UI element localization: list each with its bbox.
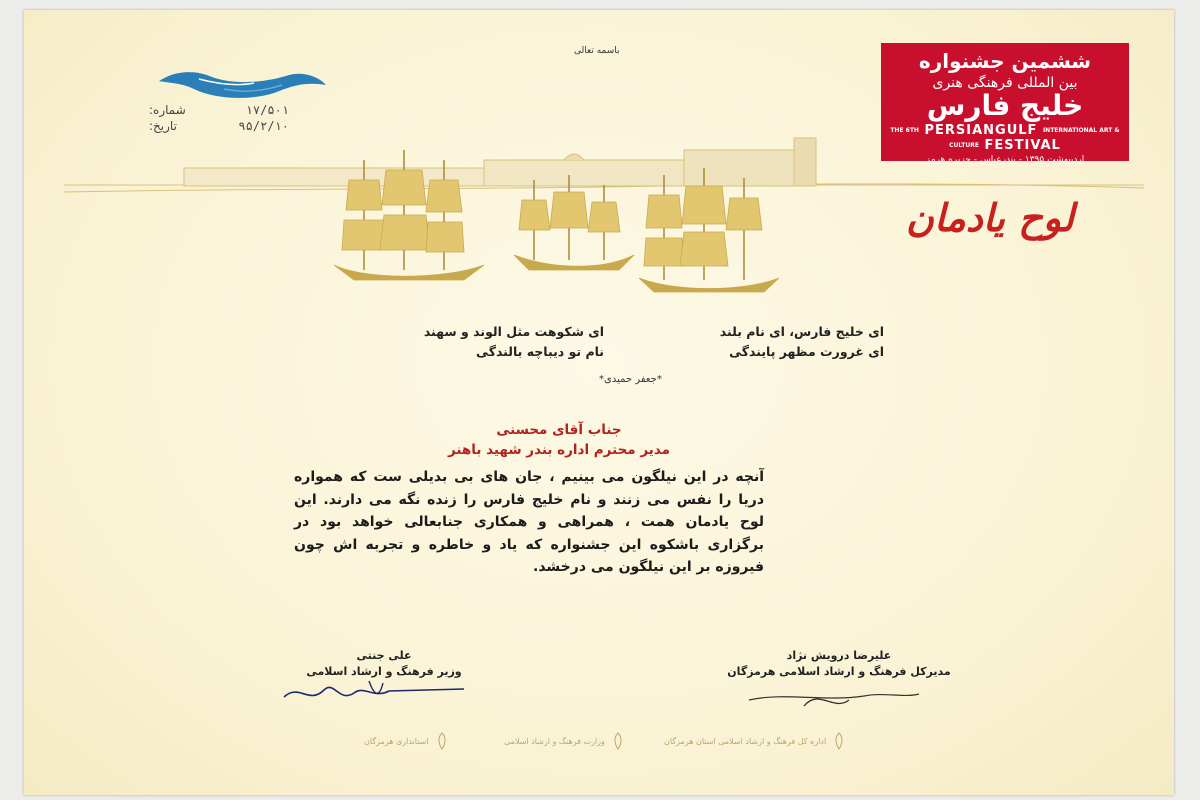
footer-text-1: استانداری هرمزگان [364, 736, 429, 746]
recipient-name: جناب آقای محسنی [496, 422, 622, 438]
footer-logo-3 [664, 732, 846, 750]
festival-en-right: FESTIVAL [984, 138, 1061, 153]
signature-right-name: علیرضا درویش نژاد [786, 649, 892, 662]
footer-logo-2 [504, 732, 625, 750]
poem-line-l1: ای شکوهت مثل الوند و سهند [423, 324, 604, 339]
poem-line-r1: ای خلیج فارس، ای نام بلند [719, 324, 884, 339]
emblem-icon [435, 732, 449, 750]
signature-left-title: وزیر فرهنگ و ارشاد اسلامی [306, 665, 462, 678]
dove-logo-icon [154, 65, 329, 105]
festival-line2: بین المللی فرهنگی هنری [932, 75, 1078, 91]
festival-line1: ششمین جشنواره [918, 49, 1092, 73]
poem-left-column [374, 322, 604, 362]
festival-en-small: INTERNATIONAL ART & CULTURE [949, 127, 1120, 149]
festival-en-left: PERSIANGULF [924, 123, 1038, 138]
recipient-title: مدیر محترم اداره بندر شهید باهنر [448, 442, 670, 458]
signature-left-name: علی جنتی [356, 649, 412, 662]
poem-line-r2: ای غرورت مظهر پایندگی [729, 344, 884, 359]
emblem-icon [611, 732, 625, 750]
signature-right-title: مدیرکل فرهنگ و ارشاد اسلامی هرمزگان [727, 665, 951, 678]
festival-line5: اردیبهشت ۱۳۹۵ - بندرعباس - جزیره هرمز [925, 155, 1085, 165]
footer-text-2: وزارت فرهنگ و ارشاد اسلامی [504, 736, 605, 746]
footer-logo-1 [364, 732, 449, 750]
recipient-block [394, 420, 724, 460]
festival-prefix: THE 6TH [890, 127, 919, 134]
signature-right [714, 648, 964, 680]
signature-left-scribble [279, 675, 469, 710]
poem-line-l2: نام تو دیباچه بالندگی [476, 344, 604, 359]
number-value: ۱۷/۵۰۱ [245, 103, 289, 117]
poem-right-column [644, 322, 884, 362]
footer-text-3: اداره کل فرهنگ و ارشاد اسلامی استان هرمزگان [664, 736, 827, 746]
festival-line3: خلیج فارس [926, 89, 1084, 122]
plaque-title: لوح یادمان [906, 195, 1074, 240]
certificate-page [24, 10, 1174, 795]
date-label: تاریخ: [149, 119, 177, 133]
number-label: شماره: [149, 103, 186, 117]
bismillah-text: باسمه تعالی [574, 46, 620, 56]
body-paragraph: آنچه در این نیلگون می بینیم ، جان های بی بدیلی ست که همواره دریا را نفس می زنند و نام خلیج فارس را زنده نگه می دارند. این لوح یادمان همت ، همراهی و همکاری جنابعالی خواهد بود در برگزاری باشکوه این جشنواره که یاد و خاطره و تجربه اش چون فیروزه بر این نیلگون می درخشد. [294, 469, 764, 575]
emblem-icon [832, 732, 846, 750]
poet-name: *جعفر حمیدی* [599, 374, 662, 385]
signature-right-scribble [744, 682, 924, 717]
date-value: ۹۵/۲/۱۰ [238, 119, 289, 133]
